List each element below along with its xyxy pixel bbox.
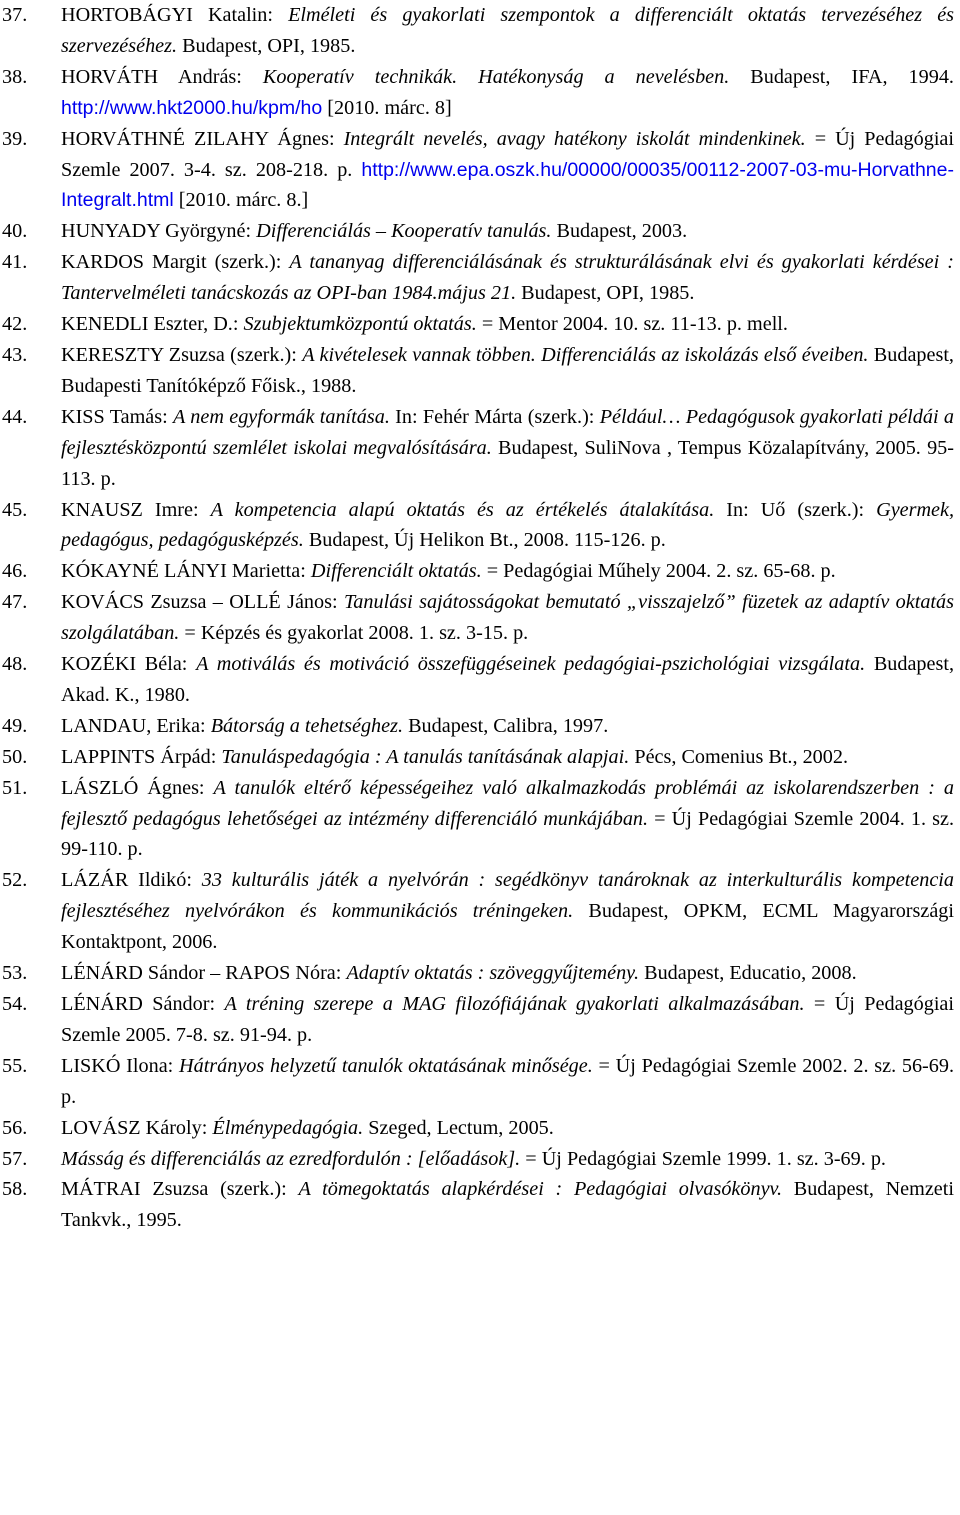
entry-number: 50. [2, 745, 28, 768]
entry-text [61, 124, 954, 217]
entry-plain-text: LISKÓ Ilona: [61, 1054, 180, 1077]
entry-title-text: A kivételesek vannak többen. Differenciálás az iskolázás első éveiben. [302, 343, 869, 366]
entry-plain-text: = Képzés és gyakorlat 2008. 1. sz. 3-15. p. [179, 622, 529, 645]
bibliography-entry [2, 247, 954, 309]
entry-number: 46. [2, 560, 28, 583]
entry-title-text: A motiválás és motiváció összefüggéseinek pedagógiai-pszichológiai vizsgálata. [196, 653, 866, 676]
entry-text [61, 495, 954, 557]
entry-title-text: A nem egyformák tanítása. [173, 405, 390, 428]
entry-plain-text: KARDOS Margit (szerk.): [61, 251, 290, 274]
entry-number: 58. [2, 1178, 28, 1201]
entry-text [61, 989, 954, 1051]
entry-plain-text: KNAUSZ Imre: [61, 498, 211, 521]
entry-plain-text: = Új Pedagógiai Szemle 1999. 1. sz. 3-69. p. [520, 1147, 886, 1170]
bibliography-entry [2, 989, 954, 1051]
bibliography-entry [2, 649, 954, 711]
entry-title-text: Elméleti és gyakorlati szempontok a differenciált oktatás tervezéséhez és szervezéséhez. [61, 4, 955, 57]
entry-number: 55. [2, 1054, 28, 1077]
entry-text [61, 742, 954, 773]
entry-plain-text: LÉNÁRD Sándor: [61, 993, 225, 1015]
entry-title-text: A kompetencia alapú oktatás és az értékelés átalakítása. [210, 498, 715, 521]
entry-plain-text: Budapest, 2003. [551, 220, 688, 243]
entry-plain-text: KOVÁCS Zsuzsa – OLLÉ János: [61, 591, 344, 614]
entry-text [61, 62, 954, 124]
entry-number: 43. [2, 343, 28, 366]
entry-plain-text: LOVÁSZ Károly: [61, 1116, 213, 1139]
entry-title-text: 33 kulturális játék a nyelvórán : segédkönyv tanároknak az interkulturális kompetencia fejlesztéséhez nyelvórákon és kommunikációs tréningeken. [61, 869, 954, 923]
bibliography-entry [2, 340, 954, 402]
entry-number: 45. [2, 498, 28, 521]
entry-number: 53. [2, 962, 28, 985]
entry-text [61, 1113, 954, 1144]
entry-plain-text: Budapest, Új Helikon Bt., 2008. 115-126. p. [303, 529, 666, 552]
entry-plain-text: KISS Tamás: [61, 405, 174, 428]
entry-plain-text: Pécs, Comenius Bt., 2002. [629, 745, 848, 768]
bibliography-entry [2, 0, 954, 62]
bibliography-entry [2, 1174, 954, 1236]
bibliography-entry [2, 495, 954, 557]
entry-plain-text: Budapest, Budapesti Tanítóképző Főisk., 1988. [61, 343, 954, 397]
entry-plain-text: HORTOBÁGYI Katalin: [61, 4, 289, 26]
entry-text [61, 556, 954, 587]
bibliography-entry [2, 587, 954, 649]
entry-text [61, 773, 954, 866]
entry-title-text: Tanulási sajátosságokat bemutató „visszajelző” füzetek az adaptív oktatás szolgálatában. [61, 591, 954, 645]
entry-title-text: Adaptív oktatás : szöveggyűjtemény. [346, 962, 640, 985]
entry-text [61, 402, 954, 495]
entry-text [61, 711, 954, 742]
entry-plain-text: Budapest, OPI, 1985. [177, 34, 356, 57]
entry-plain-text: Budapest, Educatio, 2008. [639, 962, 857, 985]
bibliography-entry [2, 711, 954, 742]
entry-title-text: A tréning szerepe a MAG filozófiájának gyakorlati alkalmazásában. [224, 993, 805, 1015]
entry-plain-text: LAPPINTS Árpád: [61, 745, 222, 768]
entry-number: 44. [2, 405, 28, 428]
entry-text [61, 1174, 954, 1236]
entry-title-text: Élménypedagógia. [212, 1116, 364, 1139]
bibliography-entry [2, 742, 954, 773]
bibliography-entry [2, 773, 954, 866]
entry-plain-text: HORVÁTHNÉ ZILAHY Ágnes: [61, 127, 344, 150]
entry-text [61, 340, 954, 402]
reference-link[interactable]: http://www.hkt2000.hu/kpm/ho [61, 96, 323, 119]
entry-title-text: Differenciálás – Kooperatív tanulás. [256, 220, 552, 243]
entry-title-text: Kooperatív technikák. Hatékonyság a nevelésben. [262, 65, 730, 88]
entry-plain-text: = Új Pedagógiai Szemle 2005. 7-8. sz. 91-94. p. [61, 993, 954, 1046]
entry-plain-text: MÁTRAI Zsuzsa (szerk.): [61, 1178, 299, 1201]
entry-text [61, 1051, 954, 1113]
entry-number: 51. [2, 776, 28, 799]
bibliography-entry [2, 309, 954, 340]
bibliography-entry [2, 124, 954, 217]
entry-number: 57. [2, 1147, 28, 1170]
entry-plain-text: = Új Pedagógiai Szemle 2007. 3-4. sz. 208-218. p. [61, 127, 954, 181]
entry-title-text: A tananyag differenciálásának és strukturálásának elvi és gyakorlati kérdései : Tantervelméleti tanácskozás az OPI-ban 1984.május 21. [61, 251, 954, 305]
entry-text [61, 865, 954, 958]
entry-text [61, 958, 954, 989]
entry-text [61, 1144, 954, 1175]
entry-title-text: Tanuláspedagógia : A tanulás tanításának alapjai. [221, 745, 630, 768]
bibliography-entry [2, 1051, 954, 1113]
reference-link[interactable]: http://www.epa.oszk.hu/00000/00035/00112-2007-03-mu-Horvathne-Integralt.html [61, 158, 954, 212]
bibliography-entry [2, 1144, 954, 1175]
entry-number: 37. [2, 4, 28, 26]
entry-plain-text: KOZÉKI Béla: [61, 653, 197, 676]
entry-number: 42. [2, 313, 28, 336]
entry-plain-text: Budapest, OPKM, ECML Magyarországi Kontaktpont, 2006. [61, 900, 955, 954]
entry-number: 41. [2, 251, 28, 274]
entry-plain-text: = Új Pedagógiai Szemle 2004. 1. sz. 99-110. p. [61, 807, 954, 861]
entry-text [61, 649, 954, 711]
entry-plain-text: LÉNÁRD Sándor – RAPOS Nóra: [61, 962, 347, 985]
entry-text [61, 216, 954, 247]
entry-plain-text: In: Uő (szerk.): [714, 498, 877, 521]
entry-plain-text: In: Fehér Márta (szerk.): [389, 405, 600, 428]
bibliography-entry [2, 958, 954, 989]
entry-number: 47. [2, 591, 28, 614]
entry-number: 56. [2, 1116, 28, 1139]
entry-title-text: A tanulók eltérő képességeihez való alkalmazkodás problémái az iskolarendszerben : a fejlesztő pedagógus lehetőségei az intézmény differenciáló munkájában. [61, 776, 955, 830]
bibliography-entry [2, 402, 954, 495]
bibliography-entry [2, 556, 954, 587]
entry-plain-text: = Pedagógiai Műhely 2004. 2. sz. 65-68. p. [481, 560, 836, 583]
entry-title-text: Integrált nevelés, avagy hatékony iskolát mindenkinek. [343, 127, 806, 150]
entry-plain-text: [2010. márc. 8] [322, 96, 452, 119]
bibliography-entry [2, 1113, 954, 1144]
entry-plain-text: Budapest, Nemzeti Tankvk., 1995. [61, 1178, 954, 1232]
entry-title-text: Például… Pedagógusok gyakorlati példái a fejlesztésközpontú szemlélet iskolai megvalósítására. [61, 405, 954, 459]
entry-plain-text: KERESZTY Zsuzsa (szerk.): [61, 343, 303, 366]
bibliography-entry [2, 216, 954, 247]
entry-number: 52. [2, 869, 28, 892]
entry-plain-text: [2010. márc. 8.] [173, 189, 309, 212]
entry-number: 54. [2, 993, 28, 1015]
entry-title-text: A tömegoktatás alapkérdései : Pedagógiai olvasókönyv. [298, 1178, 783, 1201]
entry-text [61, 587, 954, 649]
entry-plain-text: LANDAU, Erika: [61, 714, 211, 737]
entry-title-text: Gyermek, pedagógus, pedagógusképzés. [61, 498, 955, 552]
entry-text [61, 309, 954, 340]
bibliography-entry [2, 865, 954, 958]
entry-plain-text: KÓKAYNÉ LÁNYI Marietta: [61, 560, 311, 583]
entry-number: 40. [2, 220, 28, 243]
entry-plain-text: LÁZÁR Ildikó: [61, 869, 202, 892]
bibliography-list [2, 0, 954, 1236]
entry-plain-text: HUNYADY Györgyné: [61, 220, 257, 243]
entry-plain-text: LÁSZLÓ Ágnes: [61, 776, 214, 799]
entry-number: 48. [2, 653, 28, 676]
entry-plain-text: HORVÁTH András: [61, 65, 263, 88]
entry-title-text: Szubjektumközpontú oktatás. [243, 313, 477, 336]
entry-plain-text: Szeged, Lectum, 2005. [363, 1116, 554, 1139]
entry-plain-text: Budapest, SuliNova , Tempus Közalapítvány, 2005. 95-113. p. [61, 436, 954, 490]
entry-text [61, 0, 954, 62]
entry-title-text: Differenciált oktatás. [310, 560, 482, 583]
entry-number: 49. [2, 714, 28, 737]
entry-text [61, 247, 954, 309]
entry-plain-text: Budapest, IFA, 1994. [729, 65, 954, 88]
entry-plain-text: Budapest, Akad. K., 1980. [61, 653, 954, 706]
entry-title-text: Másság és differenciálás az ezredfordulón : [előadások]. [61, 1147, 521, 1170]
entry-title-text: Hátrányos helyzetű tanulók oktatásának minősége. [179, 1054, 593, 1077]
entry-plain-text: = Új Pedagógiai Szemle 2002. 2. sz. 56-69. p. [61, 1054, 954, 1108]
entry-plain-text: KENEDLI Eszter, D.: [61, 313, 244, 336]
entry-number: 39. [2, 127, 28, 150]
entry-plain-text: Budapest, OPI, 1985. [516, 282, 695, 305]
entry-plain-text: Budapest, Calibra, 1997. [403, 714, 609, 737]
bibliography-entry [2, 62, 954, 124]
entry-plain-text: = Mentor 2004. 10. sz. 11-13. p. mell. [476, 313, 788, 336]
entry-number: 38. [2, 65, 28, 88]
entry-title-text: Bátorság a tehetséghez. [210, 714, 404, 737]
